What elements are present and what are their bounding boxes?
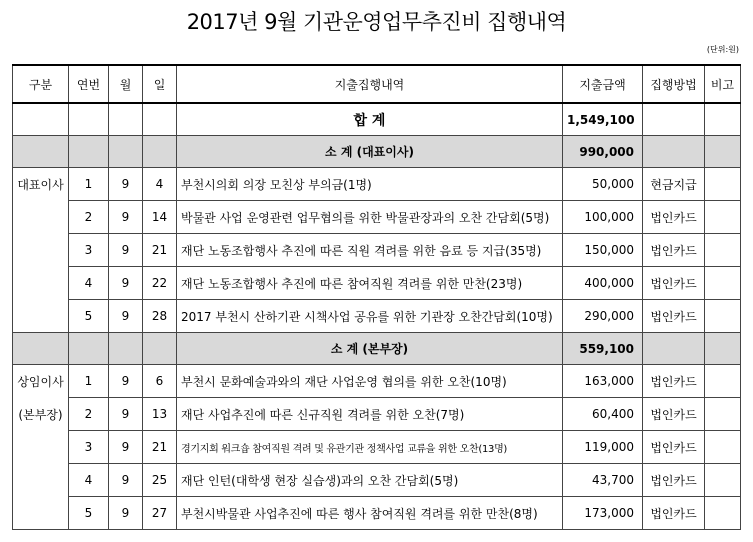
table-row bbox=[13, 234, 741, 267]
row-amount: 119,000 bbox=[563, 431, 643, 464]
row-method: 법인카드 bbox=[643, 464, 705, 497]
row-day: 6 bbox=[143, 365, 177, 398]
row-no: 4 bbox=[69, 267, 109, 300]
header-cell: 일 bbox=[143, 65, 177, 103]
row-desc: 경기지회 워크숍 참여직원 격려 및 유관기관 정책사업 교류을 위한 오찬(13명) bbox=[177, 431, 563, 464]
row-note bbox=[705, 398, 741, 431]
row-amount: 60,400 bbox=[563, 398, 643, 431]
row-no: 2 bbox=[69, 201, 109, 234]
category-cell: 대표이사 bbox=[13, 168, 69, 201]
expense-table bbox=[12, 64, 741, 530]
row-method: 법인카드 bbox=[643, 497, 705, 530]
row-amount: 290,000 bbox=[563, 300, 643, 333]
row-note bbox=[705, 497, 741, 530]
row-day: 13 bbox=[143, 398, 177, 431]
table-header bbox=[13, 65, 741, 103]
header-cell: 집행방법 bbox=[643, 65, 705, 103]
row-no: 1 bbox=[69, 365, 109, 398]
row-month: 9 bbox=[109, 234, 143, 267]
row-method: 법인카드 bbox=[643, 201, 705, 234]
table-row bbox=[13, 365, 741, 398]
table-row bbox=[13, 464, 741, 497]
total-label: 합 계 bbox=[177, 103, 563, 136]
row-amount: 173,000 bbox=[563, 497, 643, 530]
row-no: 3 bbox=[69, 431, 109, 464]
row-note bbox=[705, 267, 741, 300]
subtotal-label: 소 계 (대표이사) bbox=[177, 136, 563, 168]
row-method: 법인카드 bbox=[643, 267, 705, 300]
row-amount: 400,000 bbox=[563, 267, 643, 300]
subtotal-amount: 990,000 bbox=[563, 136, 643, 168]
row-month: 9 bbox=[109, 464, 143, 497]
row-month: 9 bbox=[109, 267, 143, 300]
row-amount: 100,000 bbox=[563, 201, 643, 234]
row-amount: 150,000 bbox=[563, 234, 643, 267]
row-desc: 재단 노동조합행사 추진에 따른 참여직원 격려를 위한 만찬(23명) bbox=[177, 267, 563, 300]
header-cell: 지출금액 bbox=[563, 65, 643, 103]
row-day: 4 bbox=[143, 168, 177, 201]
table-row bbox=[13, 267, 741, 300]
row-desc: 부천시의회 의장 모친상 부의금(1명) bbox=[177, 168, 563, 201]
row-method: 법인카드 bbox=[643, 234, 705, 267]
row-no: 5 bbox=[69, 300, 109, 333]
row-month: 9 bbox=[109, 431, 143, 464]
row-no: 2 bbox=[69, 398, 109, 431]
row-amount: 163,000 bbox=[563, 365, 643, 398]
row-method: 법인카드 bbox=[643, 365, 705, 398]
row-method: 법인카드 bbox=[643, 398, 705, 431]
row-desc: 2017 부천시 산하기관 시책사업 공유를 위한 기관장 오찬간담회(10명) bbox=[177, 300, 563, 333]
header-cell: 비고 bbox=[705, 65, 741, 103]
total-row bbox=[13, 103, 741, 136]
row-no: 1 bbox=[69, 168, 109, 201]
row-note bbox=[705, 431, 741, 464]
row-no: 4 bbox=[69, 464, 109, 497]
row-month: 9 bbox=[109, 168, 143, 201]
row-month: 9 bbox=[109, 398, 143, 431]
header-cell: 구분 bbox=[13, 65, 69, 103]
category-cell: (본부장) bbox=[13, 398, 69, 431]
row-month: 9 bbox=[109, 497, 143, 530]
total-amount: 1,549,100 bbox=[563, 103, 643, 136]
subtotal-amount: 559,100 bbox=[563, 333, 643, 365]
row-desc: 부천시 문화예술과와의 재단 사업운영 협의를 위한 오찬(10명) bbox=[177, 365, 563, 398]
row-day: 22 bbox=[143, 267, 177, 300]
row-day: 25 bbox=[143, 464, 177, 497]
table-row bbox=[13, 300, 741, 333]
row-day: 27 bbox=[143, 497, 177, 530]
header-cell: 지출집행내역 bbox=[177, 65, 563, 103]
row-day: 28 bbox=[143, 300, 177, 333]
row-note bbox=[705, 464, 741, 497]
subtotal-row bbox=[13, 333, 741, 365]
row-day: 21 bbox=[143, 234, 177, 267]
header-cell: 월 bbox=[109, 65, 143, 103]
page-title: 2017년 9월 기관운영업무추진비 집행내역 bbox=[186, 10, 567, 34]
row-no: 5 bbox=[69, 497, 109, 530]
row-desc: 재단 사업추진에 따른 신규직원 격려를 위한 오찬(7명) bbox=[177, 398, 563, 431]
table-row bbox=[13, 201, 741, 234]
row-method: 현금지급 bbox=[643, 168, 705, 201]
subtotal-label: 소 계 (본부장) bbox=[177, 333, 563, 365]
header-cell: 연번 bbox=[69, 65, 109, 103]
table-row bbox=[13, 168, 741, 201]
row-note bbox=[705, 234, 741, 267]
row-note bbox=[705, 365, 741, 398]
row-month: 9 bbox=[109, 365, 143, 398]
category-cell: 상임이사 bbox=[13, 365, 69, 398]
table-row bbox=[13, 431, 741, 464]
row-desc: 재단 인턴(대학생 현장 실습생)과의 오찬 간담회(5명) bbox=[177, 464, 563, 497]
row-method: 법인카드 bbox=[643, 431, 705, 464]
row-desc: 박물관 사업 운영관련 업무협의를 위한 박물관장과의 오찬 간담회(5명) bbox=[177, 201, 563, 234]
row-month: 9 bbox=[109, 300, 143, 333]
row-no: 3 bbox=[69, 234, 109, 267]
row-note bbox=[705, 300, 741, 333]
table-row bbox=[13, 497, 741, 530]
unit-label: (단위:원) bbox=[706, 45, 739, 54]
table-row bbox=[13, 398, 741, 431]
subtotal-row bbox=[13, 136, 741, 168]
row-day: 21 bbox=[143, 431, 177, 464]
row-desc: 부천시박물관 사업추진에 따른 행사 참여직원 격려를 위한 만찬(8명) bbox=[177, 497, 563, 530]
row-desc: 재단 노동조합행사 추진에 따른 직원 격려를 위한 음료 등 지급(35명) bbox=[177, 234, 563, 267]
row-day: 14 bbox=[143, 201, 177, 234]
row-note bbox=[705, 168, 741, 201]
row-month: 9 bbox=[109, 201, 143, 234]
row-amount: 50,000 bbox=[563, 168, 643, 201]
row-note bbox=[705, 201, 741, 234]
row-amount: 43,700 bbox=[563, 464, 643, 497]
row-method: 법인카드 bbox=[643, 300, 705, 333]
